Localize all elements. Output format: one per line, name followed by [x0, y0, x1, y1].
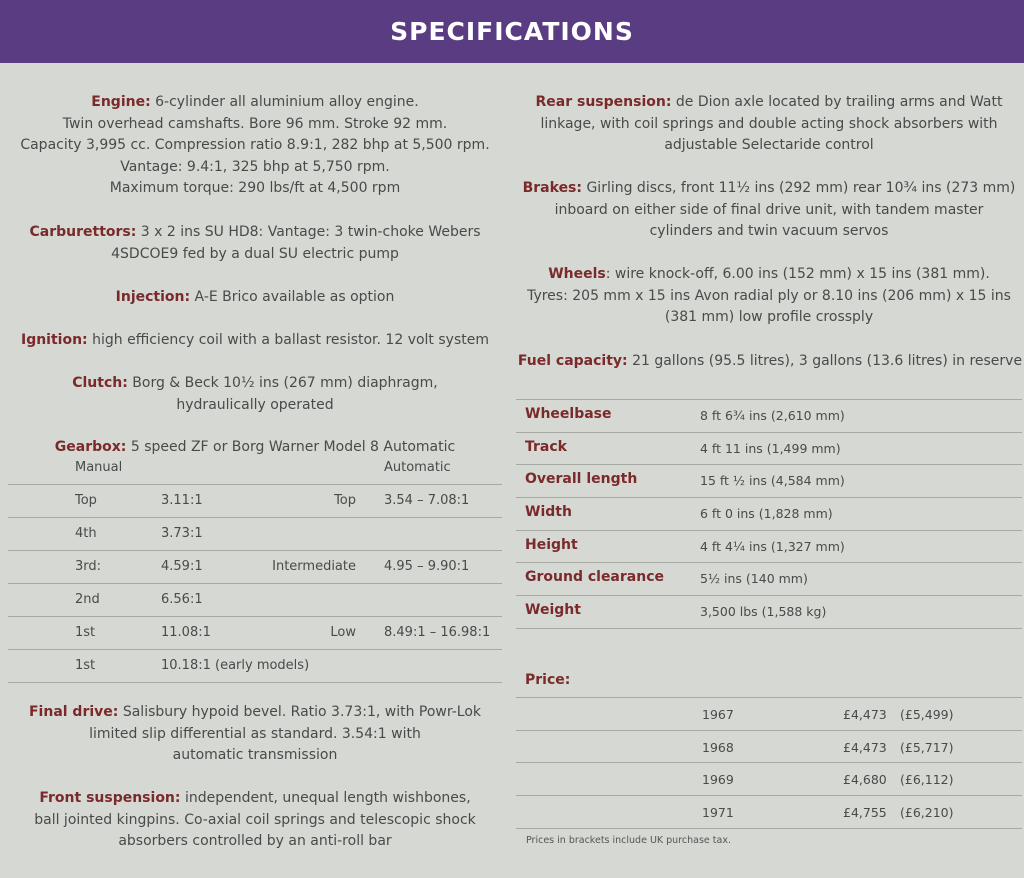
- brakes-spec: [516, 178, 1022, 243]
- wheels-line-1: : wire knock-off, 6.00 ins (152 mm) x 15 ins (381 mm).: [605, 266, 990, 282]
- auto-gear-name: Low: [330, 625, 356, 640]
- ignition-text: high efficiency coil with a ballast resistor. 12 volt system: [87, 332, 489, 348]
- engine-line-2: Twin overhead camshafts. Bore 96 mm. Stroke 92 mm.: [62, 115, 448, 132]
- auto-gear-name: Intermediate: [272, 559, 356, 574]
- final-drive-line-3: automatic transmission: [172, 747, 338, 763]
- dimension-label: Track: [525, 438, 567, 455]
- price-label: Price:: [525, 672, 571, 688]
- price-incl-tax: (£6,210): [900, 805, 954, 821]
- table-row: [516, 697, 1022, 730]
- engine-line-3: Capacity 3,995 cc. Compression ratio 8.9:1, 282 bhp at 5,500 rpm.: [20, 137, 490, 153]
- dimension-label: Wheelbase: [525, 406, 612, 422]
- dimension-label: Overall length: [525, 471, 638, 488]
- dimension-label: Height: [525, 536, 578, 553]
- dimension-label: Ground clearance: [525, 569, 664, 586]
- clutch-line-2: hydraulically operated: [176, 396, 334, 413]
- auto-gear-ratio: 8.49:1 – 16.98:1: [384, 625, 491, 640]
- rear-suspension-line-3: adjustable Selectaride control: [664, 137, 874, 153]
- brakes-line-1: Girling discs, front 11½ ins (292 mm) rear 10¾ ins (273 mm): [582, 180, 1016, 196]
- table-row: [516, 399, 1022, 432]
- table-row: [8, 616, 502, 649]
- table-row: [8, 484, 502, 517]
- table-row: [8, 583, 502, 616]
- table-row: [516, 795, 1022, 829]
- engine-label: Engine:: [91, 94, 151, 110]
- injection-label: Injection:: [115, 289, 191, 305]
- gear-ratio: 3.73:1: [161, 526, 203, 541]
- gearbox-ratio-table: [8, 484, 502, 683]
- gearbox-automatic-heading: Automatic: [384, 460, 451, 475]
- table-row: [8, 517, 502, 550]
- wheels-label: Wheels: [548, 266, 606, 282]
- table-row: [8, 550, 502, 583]
- page-title: SPECIFICATIONS: [390, 17, 634, 46]
- gear-ratio: 10.18:1 (early models): [161, 658, 310, 673]
- final-drive-label: Final drive:: [28, 704, 119, 720]
- gear-name: 1st: [75, 658, 96, 673]
- wheels-spec: [516, 264, 1022, 329]
- price-value: £4,473: [843, 707, 887, 722]
- price-value: £4,755: [843, 805, 887, 821]
- gear-name: 1st: [75, 625, 96, 640]
- dimension-label: Weight: [525, 602, 581, 619]
- fuel-capacity-text: 21 gallons (95.5 litres), 3 gallons (13.6 litres) in reserve: [627, 353, 1023, 369]
- rear-suspension-line-1: de Dion axle located by trailing arms and Watt: [671, 94, 1003, 110]
- gear-name: 3rd:: [75, 559, 102, 574]
- table-row: [516, 562, 1022, 595]
- rear-suspension-label: Rear suspension:: [535, 94, 672, 110]
- price-year: 1967: [702, 707, 734, 722]
- front-suspension-spec: [8, 788, 502, 853]
- gear-name: 2nd: [75, 592, 100, 607]
- gear-ratio: 6.56:1: [161, 592, 203, 607]
- gearbox-text: 5 speed ZF or Borg Warner Model 8 Automatic: [126, 439, 456, 455]
- front-suspension-line-1: independent, unequal length wishbones,: [180, 790, 471, 806]
- auto-gear-name: Top: [334, 493, 356, 508]
- dimensions-table: [516, 399, 1022, 629]
- carburettors-label: Carburettors:: [29, 224, 137, 240]
- front-suspension-label: Front suspension:: [39, 790, 181, 806]
- clutch-spec: [8, 373, 502, 416]
- table-row: [516, 762, 1022, 795]
- page-header: [0, 0, 1024, 63]
- gearbox-label: Gearbox:: [54, 439, 127, 455]
- table-row: [516, 530, 1022, 563]
- clutch-line-1: Borg & Beck 10½ ins (267 mm) diaphragm,: [127, 375, 438, 391]
- front-suspension-line-3: absorbers controlled by an anti-roll bar: [118, 833, 392, 849]
- dimension-label: Width: [525, 504, 572, 521]
- carburettors-line-1: 3 x 2 ins SU HD8: Vantage: 3 twin-choke Webers: [136, 224, 481, 240]
- price-value: £4,680: [843, 772, 887, 788]
- fuel-capacity-spec: [516, 351, 1024, 373]
- fuel-capacity-label: Fuel capacity:: [517, 353, 628, 369]
- price-year: 1969: [702, 772, 734, 788]
- dimension-value: 6 ft 0 ins (1,828 mm): [700, 506, 833, 522]
- dimension-value: 4 ft 4¼ ins (1,327 mm): [700, 538, 845, 554]
- wheels-line-3: (381 mm) low profile crossply: [664, 309, 874, 325]
- wheels-line-2: Tyres: 205 mm x 15 ins Avon radial ply or 8.10 ins (206 mm) x 15 ins: [527, 287, 1011, 304]
- gear-name: Top: [75, 493, 97, 508]
- price-footnote: Prices in brackets include UK purchase tax.: [526, 835, 731, 846]
- final-drive-line-2: limited slip differential as standard. 3.54:1 with: [89, 725, 421, 742]
- gear-ratio: 4.59:1: [161, 559, 203, 574]
- table-row: [516, 464, 1022, 497]
- gear-ratio: 3.11:1: [161, 493, 203, 508]
- table-row: [516, 595, 1022, 629]
- auto-gear-ratio: 3.54 – 7.08:1: [384, 493, 470, 508]
- carburettors-spec: [8, 222, 502, 265]
- engine-line-1: 6-cylinder all aluminium alloy engine.: [150, 94, 419, 110]
- price-year: 1971: [702, 805, 734, 821]
- dimension-value: 15 ft ½ ins (4,584 mm): [700, 473, 845, 489]
- rear-suspension-spec: [516, 92, 1022, 157]
- price-table: [516, 697, 1022, 829]
- brakes-line-2: inboard on either side of final drive unit, with tandem master: [554, 201, 984, 218]
- price-year: 1968: [702, 739, 734, 755]
- gearbox-manual-heading: Manual: [75, 460, 123, 475]
- auto-gear-ratio: 4.95 – 9.90:1: [384, 559, 470, 574]
- price-incl-tax: (£5,717): [900, 739, 954, 755]
- ignition-label: Ignition:: [20, 332, 88, 348]
- injection-text: A-E Brico available as option: [190, 289, 395, 305]
- price-incl-tax: (£6,112): [900, 772, 954, 788]
- engine-line-5: Maximum torque: 290 lbs/ft at 4,500 rpm: [109, 180, 401, 196]
- clutch-label: Clutch:: [72, 375, 128, 391]
- injection-spec: [8, 287, 502, 309]
- brakes-line-3: cylinders and twin vacuum servos: [649, 223, 889, 239]
- table-row: [516, 730, 1022, 763]
- final-drive-spec: [8, 702, 502, 767]
- dimension-value: 4 ft 11 ins (1,499 mm): [700, 440, 841, 456]
- gearbox-spec: [8, 437, 502, 459]
- price-incl-tax: (£5,499): [900, 707, 954, 722]
- dimension-value: 5½ ins (140 mm): [700, 571, 808, 587]
- carburettors-line-2: 4SDCOE9 fed by a dual SU electric pump: [111, 245, 399, 262]
- gear-ratio: 11.08:1: [161, 625, 211, 640]
- dimension-value: 3,500 lbs (1,588 kg): [700, 604, 827, 620]
- gear-name: 4th: [75, 526, 97, 541]
- engine-line-4: Vantage: 9.4:1, 325 bhp at 5,750 rpm.: [120, 158, 390, 175]
- final-drive-line-1: Salisbury hypoid bevel. Ratio 3.73:1, with Powr-Lok: [118, 704, 481, 720]
- brakes-label: Brakes:: [522, 180, 582, 196]
- table-row: [516, 432, 1022, 465]
- price-value: £4,473: [843, 739, 887, 755]
- table-row: [8, 649, 502, 683]
- dimension-value: 8 ft 6¾ ins (2,610 mm): [700, 408, 845, 423]
- engine-spec: [8, 92, 502, 200]
- rear-suspension-line-2: linkage, with coil springs and double acting shock absorbers with: [540, 115, 998, 132]
- ignition-spec: [8, 330, 502, 352]
- table-row: [516, 497, 1022, 530]
- front-suspension-line-2: ball jointed kingpins. Co-axial coil springs and telescopic shock: [34, 811, 476, 828]
